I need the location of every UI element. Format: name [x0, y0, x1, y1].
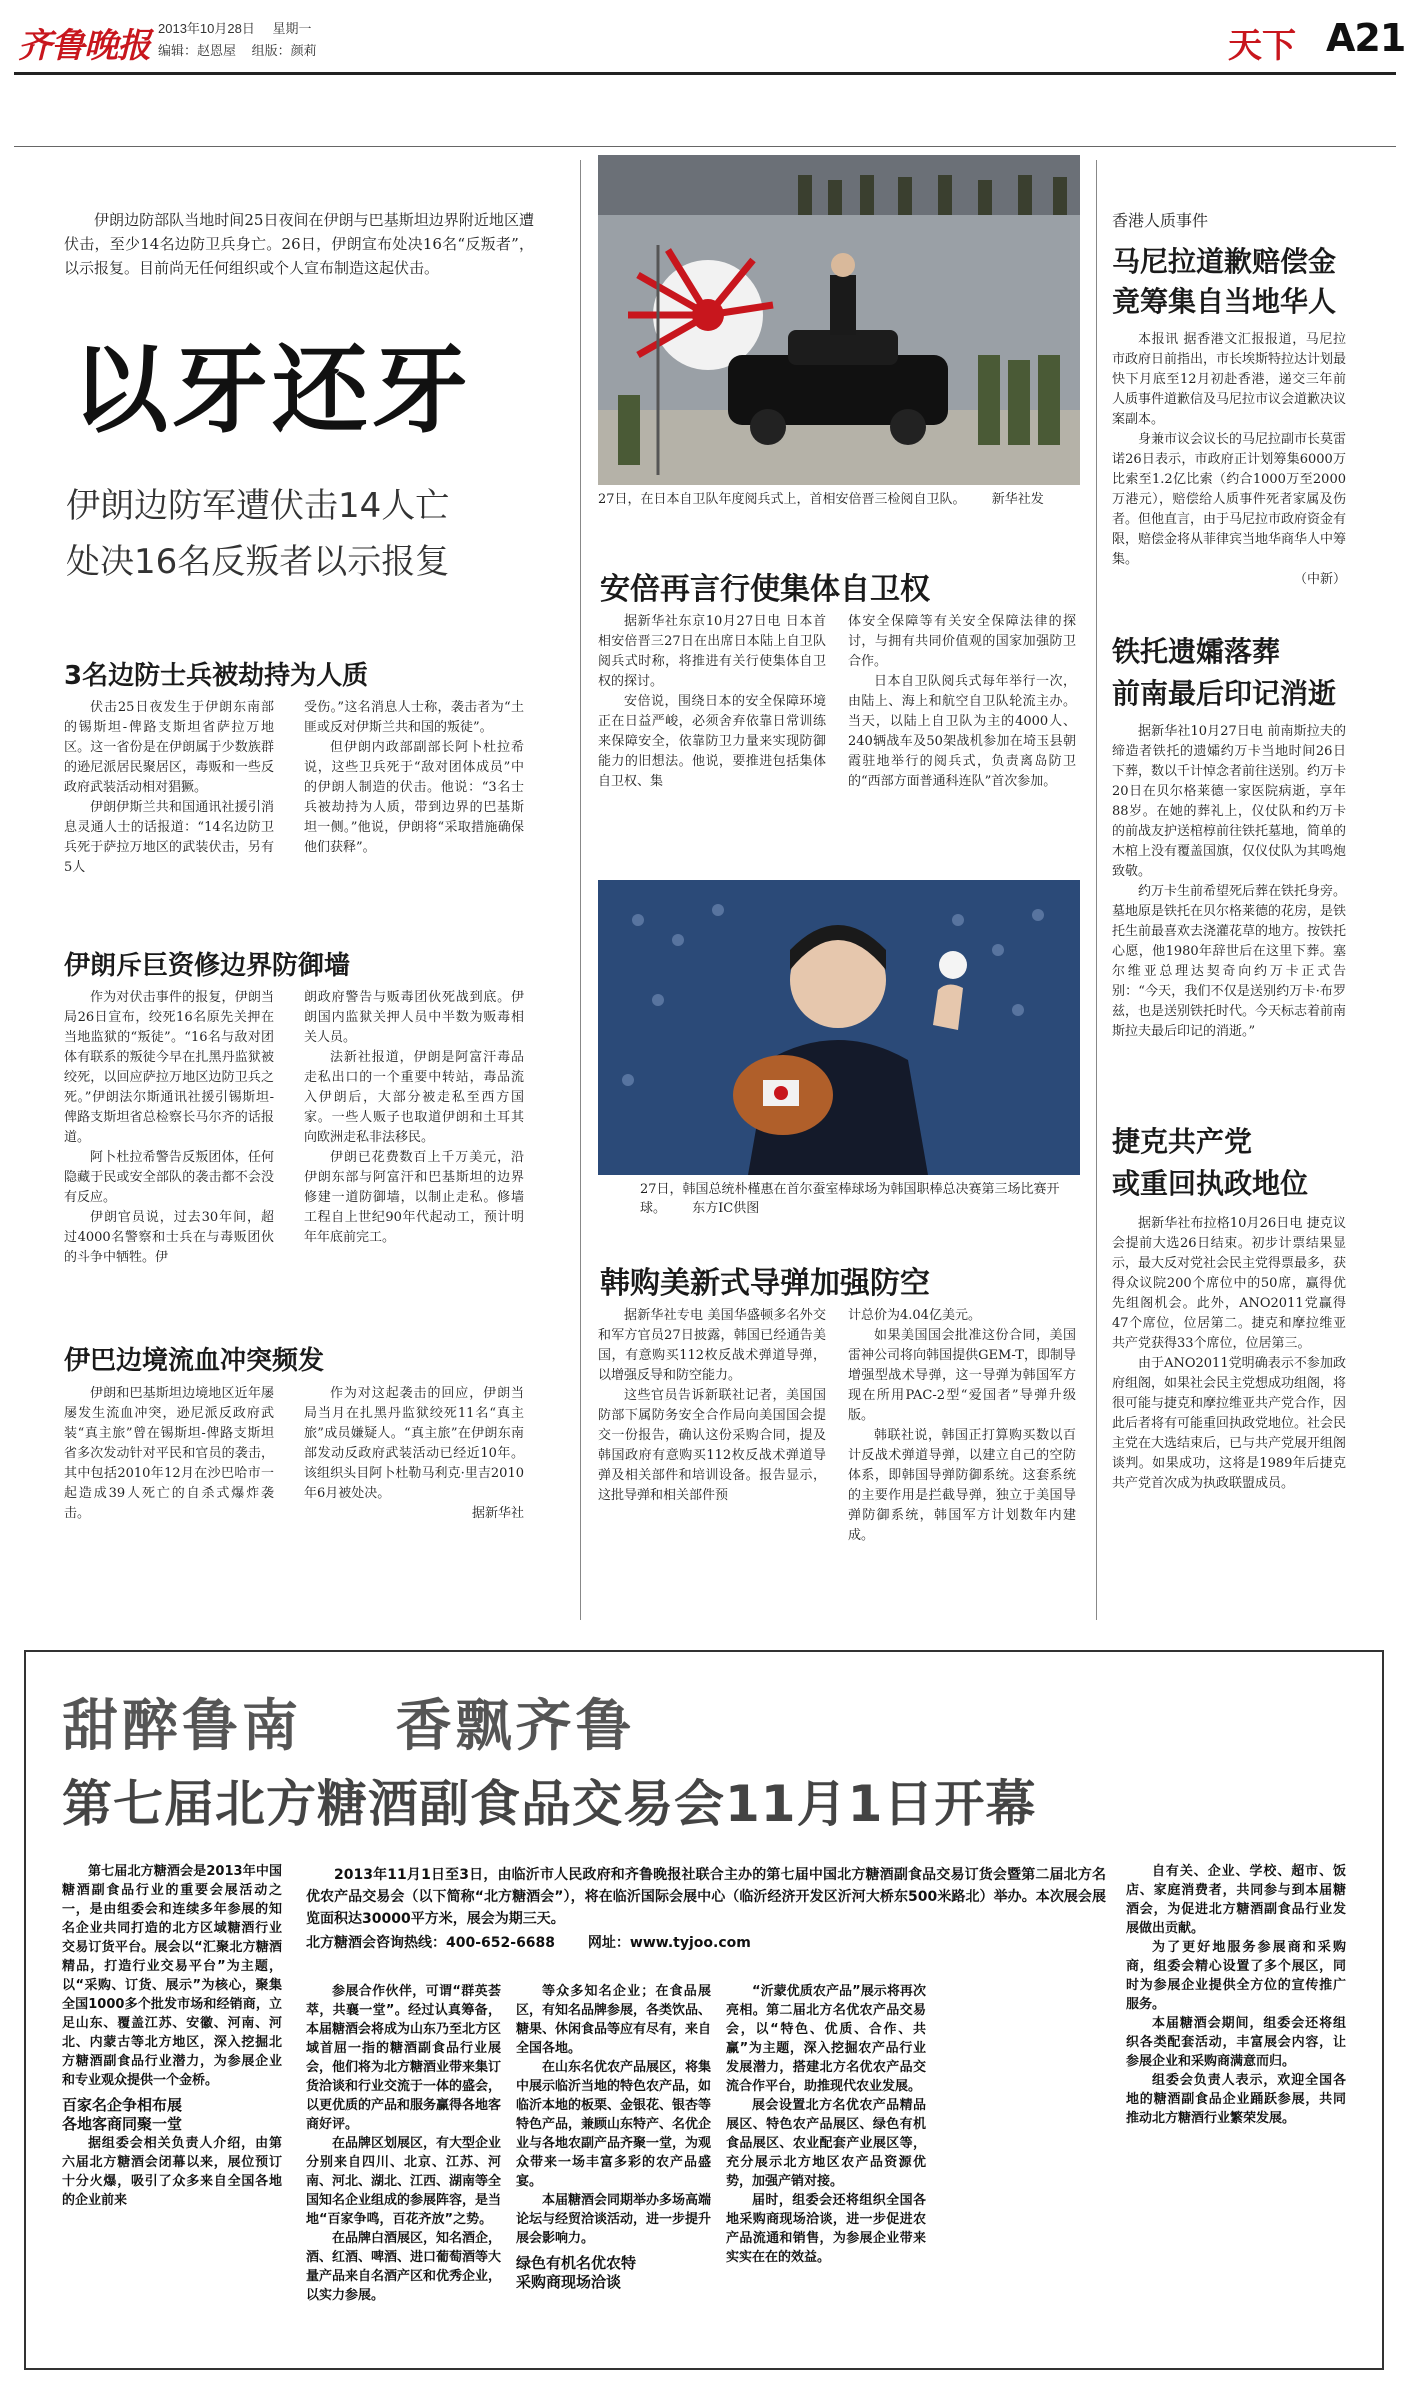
- para: 据新华社10月27日电 前南斯拉夫的缔造者铁托的遗孀约万卡当地时间26日下葬，数以千计悼念者前往送别。约万卡20日在贝尔格莱德一家医院病逝，享年88岁。在她的葬礼上，仪仗队和约万卡的前战友护送棺椁前往铁托墓地，简单的木棺上没有覆盖国旗，仅仪仗队为其鸣炮致敬。: [1112, 724, 1347, 879]
- para: 组委会负责人表示，欢迎全国各地的糖酒副食品企业踊跃参展，共同推动北方糖酒行业繁荣发展。: [1126, 2073, 1346, 2126]
- para: 本报讯 据香港文汇报报道，马尼拉市政府日前指出，市长埃斯特拉达计划最快下月底至12月初赴香港，递交三年前人质事件道歉信及马尼拉市议会道歉决议案副本。: [1112, 332, 1347, 427]
- section-clashes-col2: [304, 1384, 524, 1524]
- section-title-border-clashes: 伊巴边境流血冲突频发: [64, 1346, 325, 1376]
- para: 据新华社布拉格10月26日电 捷克议会提前大选26日结束。初步计票结果显示，最大反对党社会民主党得票最多，获得众议院200个席位中的50席，赢得优先组阁机会。此外，ANO2011党赢得47个席位，位居第二。捷克和摩拉维亚共产党获得33个席位，位居第三。: [1112, 1216, 1347, 1351]
- abe-article-col1: [598, 612, 826, 792]
- section-hostages-col2: [304, 698, 524, 858]
- czech-title-line1: 捷克共产党: [1112, 1125, 1253, 1158]
- para: 伊朗伊斯兰共和国通讯社援引消息灵通人士的话报道：“14名边防卫兵死于萨拉万地区的武装伏击，另有5人: [64, 800, 274, 875]
- ad-subhead: 各地客商同聚一堂: [62, 2115, 183, 2133]
- para: 由于ANO2011党明确表示不参加政府组阁，如果社会民主党想成功组阁，将很可能与捷克和摩拉维亚共产党合作，因此后者将有可能重回执政党地位。社会民主党在大选结束后，已与共产党展开组阁谈判。如果成功，这将是1989年后捷克共产党首次成为执政联盟成员。: [1112, 1356, 1347, 1491]
- para: 2013年11月1日至3日，由临沂市人民政府和齐鲁晚报社联合主办的第七届中国北方糖酒副食品交易订货会暨第二届北方名优农产品交易会（以下简称“北方糖酒会”），将在临沂国际会展中心（临沂经济开发区沂河大桥东500米路北）举办。本次展会展览面积达30000平方米，展会为期三天。: [306, 1867, 1106, 1927]
- source: （中新）: [1293, 572, 1346, 587]
- manila-title-line2: 竟筹集自当地华人: [1112, 285, 1337, 318]
- para: 据新华社专电 美国华盛顿多名外交和军方官员27日披露，韩国已经通告美国，有意购买112枚反战术弹道导弹，以增强反导和防空能力。: [598, 1308, 826, 1383]
- para: 伊朗官员说，过去30年间，超过4000名警察和士兵在与毒贩团伙的斗争中牺牲。伊: [64, 1210, 274, 1265]
- park-baseball-photo: [598, 880, 1080, 1175]
- tito-article-body: [1112, 722, 1346, 1042]
- para: 法新社报道，伊朗是阿富汗毒品走私出口的一个重要中转站，毒品流入伊朗后，大部分被走私至西方国家。一些人贩子也取道伊朗和土耳其向欧洲走私非法移民。: [304, 1050, 524, 1145]
- para: 在山东名优农产品展区，将集中展示临沂当地的特色农产品，如临沂本地的板栗、金银花、银杏等特色产品，兼顾山东特产、名优企业与各地农副产品齐聚一堂，为观众带来一场丰富多彩的农产品盛宴。: [516, 2060, 712, 2189]
- para: 本届糖酒会同期举办多场高端论坛与经贸洽谈活动，进一步提升展会影响力。: [516, 2193, 712, 2246]
- ad-slogan-b: 香飘齐鲁: [395, 1694, 636, 1759]
- manila-article-body: [1112, 330, 1346, 590]
- issue-date: [158, 18, 311, 37]
- section-name: 天下: [1228, 26, 1296, 66]
- abe-article-title: 安倍再言行使集体自卫权: [600, 572, 930, 607]
- ad-col-2: [306, 1982, 501, 2305]
- date-text: 2013年10月28日: [158, 21, 255, 36]
- para: 在品牌白酒展区，知名酒企，酒、红酒、啤酒、进口葡萄酒等大量产品来自名酒产区和优秀企业，以实力参展。: [306, 2231, 502, 2303]
- para: 作为对伏击事件的报复，伊朗当局26日宣布，绞死16名原先关押在当地监狱的“叛徒”。“16名与敌对团体有联系的叛徒今早在扎黑丹监狱被绞死，以回应萨拉万地区边防卫兵之死。”伊朗法尔斯通讯社援引锡斯坦-俾路支斯坦省总检察长马尔齐的话报道。: [64, 990, 274, 1145]
- korea-article-title: 韩购美新式导弹加强防空: [600, 1266, 930, 1301]
- park-photo-caption: [640, 1180, 1080, 1218]
- section-title-wall: 伊朗斥巨资修边界防御墙: [64, 951, 351, 981]
- para: 第七届北方糖酒会是2013年中国糖酒副食品行业的重要会展活动之一，是由组委会和连续多年参展的知名企业共同打造的北方区域糖酒行业交易订货平台。展会以“汇聚北方糖酒精品，打造行业交易平台”为主题，以“采购、订货、展示”为核心，聚集全国1000多个批发市场和经销商，立足山东、覆盖江苏、安徽、河南、河北、内蒙古等北方地区，深入挖掘北方糖酒副食品行业潜力，为参展企业和专业观众提供一个金桥。: [62, 1864, 282, 2088]
- para: 等众多知名企业；在食品展区，有知名品牌参展，各类饮品、糖果、休闲食品等应有尽有，来自全国各地。: [516, 1984, 712, 2056]
- phone-number: 400-652-6688: [446, 1935, 556, 1951]
- paper-logo: 齐鲁晚报: [18, 26, 150, 66]
- para: 伊朗和巴基斯坦边境地区近年屡屡发生流血冲突，逊尼派反政府武装“真主旅”曾在锡斯坦-俾路支斯坦省多次发动针对平民和官员的袭击，其中包括2010年12月在沙巴哈市一起造成39人死亡的自杀式爆炸袭击。: [64, 1386, 274, 1521]
- section-wall-col2: [304, 988, 524, 1248]
- ad-subhead: 采购商现场洽谈: [516, 2273, 622, 2291]
- para: 安倍说，围绕日本的安全保障环境正在日益严峻，必须舍弃依靠日常训练来保障安全，依靠防卫力量来实现防御能力的旧想法。他说，要推进包括集体自卫权、集: [598, 694, 826, 789]
- para: 日本自卫队阅兵式每年举行一次，由陆上、海上和航空自卫队轮流主办。当天，以陆上自卫队为主的4000人、240辆战车及50架战机参加在埼玉县朝霞驻地举行的阅兵式，负责离岛防卫的“西部方面普通科连队”首次参加。: [848, 674, 1076, 789]
- caption-text: 27日，韩国总统朴槿惠在首尔蚕室棒球场为韩国职棒总决赛第三场比赛开球。: [640, 1182, 1060, 1216]
- ad-slogan-a: 甜醉鲁南: [62, 1694, 302, 1759]
- ad-col-1: [62, 1862, 282, 2210]
- para: 在品牌区划展区，有大型企业分别来自四川、北京、江苏、河南、河北、湖北、江西、湖南等全国知名企业组成的参展阵容，是当地“百家争鸣，百花齐放”之势。: [306, 2136, 502, 2227]
- para: 届时，组委会还将组织全国各地采购商现场洽谈，进一步促进农产品流通和销售，为参展企业带来实实在在的效益。: [726, 2193, 926, 2265]
- ad-col-4: [726, 1982, 926, 2267]
- para: 约万卡生前希望死后葬在铁托身旁。墓地原是铁托在贝尔格莱德的花房，是铁托生前最喜欢去浇灌花草的地方。按铁托心愿，他1980年辞世后在这里下葬。塞尔维亚总理达契奇向约万卡正式告别：“今天，我们不仅是送别约万卡·布罗兹，也是送别铁托时代。今天标志着前南斯拉夫最后印记的消逝。”: [1112, 884, 1347, 1039]
- ad-subhead: 绿色有机名优农特: [516, 2254, 637, 2272]
- lead-subhead-1: 伊朗边防军遭伏击14人亡: [66, 486, 450, 526]
- phone-label: 北方糖酒会咨询热线：: [306, 1935, 446, 1951]
- top-content-rule: [14, 146, 1396, 147]
- lead-headline: 以牙还牙: [72, 334, 472, 446]
- para: 计总价为4.04亿美元。: [848, 1308, 981, 1323]
- sidebar-tag: 香港人质事件: [1112, 211, 1209, 230]
- para: 展会设置北方名优农产品精品展区、特色农产品展区、绿色有机食品展区、农业配套产业展区等，充分展示北方地区农产品资源优势，加强产销对接。: [726, 2098, 926, 2189]
- ad-contact: [306, 1932, 1106, 1954]
- advertisement-box: [24, 1650, 1384, 2370]
- abe-article-col2: [848, 612, 1076, 792]
- web-address: www.tyjoo.com: [629, 1935, 751, 1951]
- caption-text: 27日，在日本自卫队年度阅兵式上，首相安倍晋三检阅自卫队。: [598, 492, 966, 507]
- para: 这些官员告诉新联社记者，美国国防部下属防务安全合作局向美国国会提交一份报告，确认这份采购合同，提及韩国政府有意购买112枚反战术弹道导弹及相关部件和培训设备。报告显示，这批导弹和相关部件预: [598, 1388, 826, 1503]
- photo-credit: 新华社发: [991, 492, 1044, 507]
- layout-text: 组版：颜莉: [251, 43, 317, 58]
- lead-subhead-2: 处决16名反叛者以示报复: [66, 542, 450, 582]
- ad-col-5: [1126, 1862, 1346, 2128]
- lead-intro-text: 伊朗边防部队当地时间25日夜间在伊朗与巴基斯坦边界附近地区遭伏击，至少14名边防卫兵身亡。26日，伊朗宣布处决16名“反叛者”，以示报复。目前尚无任何组织或个人宣布制造这起伏击。: [64, 211, 534, 277]
- editor-line: [158, 40, 317, 59]
- abe-photo-caption: [598, 490, 1080, 509]
- weekday-text: 星期一: [272, 21, 312, 36]
- column-divider-left: [580, 160, 581, 1620]
- czech-title-line2: 或重回执政地位: [1112, 1167, 1309, 1200]
- tito-title-line2: 前南最后印记消逝: [1112, 677, 1337, 710]
- korea-article-col1: [598, 1306, 826, 1506]
- lead-intro: [64, 208, 534, 280]
- para: 作为对这起袭击的回应，伊朗当局当月在扎黑丹监狱绞死11名“真主旅”成员嫌疑人。“真主旅”在伊朗东南部发动反政府武装活动已经近10年。该组织头目阿卜杜勒马利克·里吉2010年6月被处决。: [304, 1386, 524, 1501]
- ad-slogan-line: [62, 1682, 636, 1762]
- czech-article-body: [1112, 1214, 1346, 1494]
- para: 如果美国国会批准这份合同，美国雷神公司将向韩国提供GEM-T，即制导增强型战术导弹，这一导弹为韩国军方现在所用PAC-2型“爱国者”导弹升级版。: [848, 1328, 1076, 1423]
- web-label: 网址：: [587, 1935, 630, 1951]
- ad-headline: 第七届北方糖酒副食品交易会11月1日开幕: [62, 1775, 1037, 1833]
- para: 据组委会相关负责人介绍，由第六届北方糖酒会闭幕以来，展位预订十分火爆，吸引了众多来自全国各地的企业前来: [62, 2136, 282, 2208]
- section-clashes-col1: [64, 1384, 274, 1524]
- ad-col-3: [516, 1982, 711, 2292]
- page-number: A21: [1326, 16, 1406, 60]
- park-baseball-illustration: [598, 880, 1080, 1175]
- column-divider-right: [1096, 160, 1097, 1620]
- para: 参展合作伙伴，可谓“群英荟萃，共襄一堂”。经过认真筹备，本届糖酒会将成为山东乃至北方区域首屈一指的糖酒副食品行业展会，他们将为北方糖酒业带来集订货洽谈和行业交流于一体的盛会，以更优质的产品和服务赢得各地客商好评。: [306, 1984, 502, 2132]
- abe-parade-photo: [598, 155, 1080, 485]
- korea-article-col2: [848, 1306, 1076, 1546]
- editor-text: 编辑：赵恩屋: [158, 43, 237, 58]
- para: 为了更好地服务参展商和采购商，组委会精心设置了多个展区，同时为参展企业提供全方位的宣传推广服务。: [1126, 1940, 1346, 2012]
- section-hostages-col1: [64, 698, 274, 878]
- ad-subhead: 百家名企争相布展: [62, 2096, 183, 2114]
- para: 朗政府警告与贩毒团伙死战到底。伊朗国内监狱关押人员中半数为贩毒相关人员。: [304, 990, 524, 1045]
- para: 身兼市议会议长的马尼拉副市长莫雷诺26日表示，市政府正计划筹集6000万比索至1.2亿比索（约合1000万至2000万港元），赔偿给人质事件死者家属及伤者。但他直言，由于马尼拉市政府资金有限，赔偿金将从菲律宾当地华商华人中筹集。: [1112, 432, 1347, 567]
- manila-title-line1: 马尼拉道歉赔偿金: [1112, 245, 1337, 278]
- para: 伊朗已花费数百上千万美元，沿伊朗东部与阿富汗和巴基斯坦的边界修建一道防御墙，以制止走私。修墙工程自上世纪90年代起动工，预计明年年底前完工。: [304, 1150, 524, 1245]
- tito-title-line1: 铁托遗孀落葬: [1112, 635, 1281, 668]
- para: 阿卜杜拉希警告反叛团体，任何隐藏于民或安全部队的袭击都不会没有反应。: [64, 1150, 274, 1205]
- para: 韩联社说，韩国正打算购买数以百计反战术弹道导弹，以建立自己的空防体系，即韩国导弹防御系统。这套系统的主要作用是拦截导弹，独立于美国导弹防御系统，韩国军方计划数年内建成。: [848, 1428, 1076, 1543]
- photo-credit: 东方IC供图: [692, 1201, 760, 1216]
- para: 伏击25日夜发生于伊朗东南部的锡斯坦-俾路支斯坦省萨拉万地区。这一省份是在伊朗属于少数族群的逊尼派居民聚居区，毒贩和一些反政府武装活动相对猖獗。: [64, 700, 274, 795]
- para: 据新华社东京10月27日电 日本首相安倍晋三27日在出席日本陆上自卫队阅兵式时称，将推进有关行使集体自卫权的探讨。: [598, 614, 826, 689]
- abe-parade-illustration: [598, 155, 1080, 485]
- para: 本届糖酒会期间，组委会还将组织各类配套活动，丰富展会内容，让参展企业和采购商满意而归。: [1126, 2016, 1346, 2069]
- para: “沂蒙优质农产品”展示将再次亮相。第二届北方名优农产品交易会，以“特色、优质、合作、共赢”为主题，深入挖掘农产品行业发展潜力，搭建北方名优农产品交流合作平台，助推现代农业发展。: [726, 1984, 926, 2094]
- para: 体安全保障等有关安全保障法律的探讨，与拥有共同价值观的国家加强防卫合作。: [848, 614, 1076, 669]
- para: 但伊朗内政部副部长阿卜杜拉希说，这些卫兵死于“敌对团体成员”中的伊朗人制造的伏击。他说：“3名士兵被劫持为人质，带到边界的巴基斯坦一侧。”他说，伊朗将“采取措施确保他们获释”。: [304, 740, 524, 855]
- masthead-rule: [14, 72, 1396, 75]
- para: 受伤。”这名消息人士称，袭击者为“土匪或反对伊斯兰共和国的叛徒”。: [304, 700, 524, 735]
- masthead: [0, 0, 1409, 80]
- para: 自有关、企业、学校、超市、饭店、家庭消费者，共同参与到本届糖酒会，为促进北方糖酒副食品行业发展做出贡献。: [1126, 1864, 1346, 1936]
- section-wall-col1: [64, 988, 274, 1268]
- section-title-hostages: 3名边防士兵被劫持为人质: [64, 661, 369, 691]
- ad-center-intro: [306, 1864, 1106, 1954]
- byline: 据新华社: [471, 1506, 524, 1521]
